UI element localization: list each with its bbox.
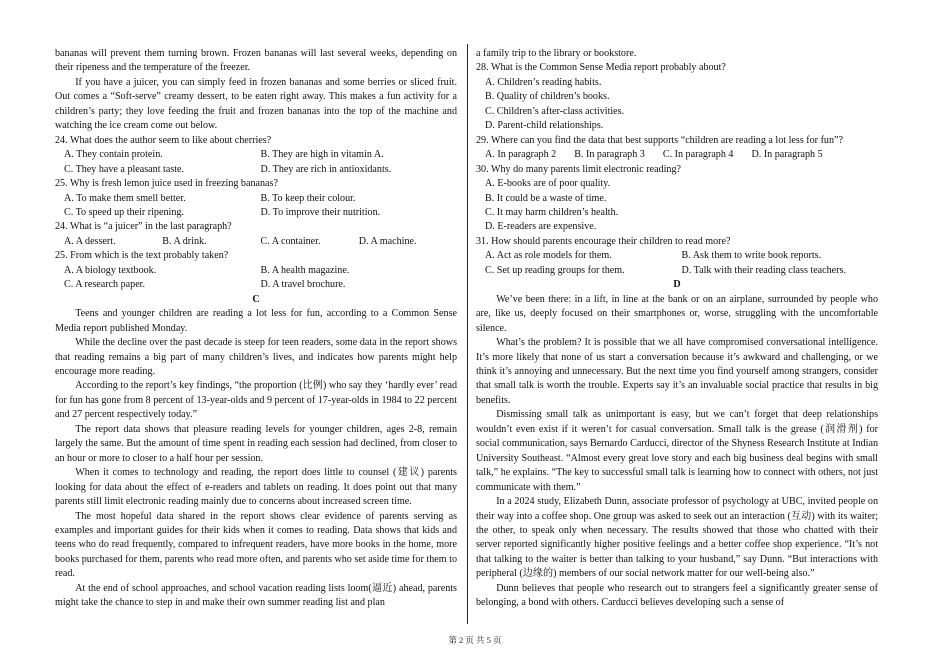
- option: B. A health magazine.: [260, 264, 350, 276]
- option: B. To keep their colour.: [260, 192, 356, 204]
- paragraph: Dismissing small talk as unimportant is easy, but we can’t forget that deep relationships wouldn’t even exist if it weren’t for casual conversation. Small talk is the grease (润滑剂) for social communication, says Bernardo Carducci, director of the Shyness Research Institute at Indian University Southeast. “Almost every great love story and each big business deal begins with small talk,” he explains. “The key to successful small talk is learning how to connect with others, not just communicate with them.”: [476, 409, 878, 493]
- question-stem: 24. What is “a juicer” in the last paragraph?: [55, 221, 232, 233]
- question-stem: 24. What does the author seem to like about cherries?: [55, 134, 272, 146]
- paragraph: When it comes to technology and reading, the report does little to counsel (建议) parents looking for data about the effect of e-readers and tablets on reading. It does point out that many parents still limit electronic reading mainly due to concerns about increased screen time.: [55, 467, 457, 508]
- options: [476, 76, 878, 134]
- question-stem: 25. From which is the text probably taken?: [55, 250, 229, 262]
- paragraph: While the decline over the past decade is steep for teen readers, some data in the report shows that reading remains a big part of many children’s lives, and indicates how parents might help encourage more reading.: [55, 337, 457, 377]
- section-heading: C: [252, 293, 260, 305]
- paragraph: Dunn believes that people who research out to strangers feel a significantly greater sense of belonging, a bond with others. Carducci believes developing such a sense of: [476, 582, 878, 609]
- option: A. A biology textbook.: [64, 264, 157, 276]
- option: D. In paragraph 5: [751, 149, 823, 161]
- option: C. A research paper.: [64, 279, 146, 291]
- option: C. To speed up their ripening.: [64, 206, 184, 218]
- option: B. It could be a waste of time.: [485, 192, 607, 204]
- option: D. They are rich in antioxidants.: [260, 163, 392, 175]
- option: C. Children’s after-class activities.: [485, 105, 625, 117]
- option: A. To make them smell better.: [64, 192, 186, 204]
- option: D. E-readers are expensive.: [485, 221, 597, 233]
- left-column: [55, 47, 457, 627]
- question-stem: 28. What is the Common Sense Media report probably about?: [476, 62, 726, 74]
- option: A. A dessert.: [64, 235, 116, 247]
- option: C. It may harm children’s health.: [485, 206, 619, 218]
- option: C. A container.: [260, 235, 321, 247]
- section-heading: D: [673, 279, 681, 291]
- question-stem: 25. Why is fresh lemon juice used in freezing bananas?: [55, 178, 278, 190]
- option: A. E-books are of poor quality.: [485, 178, 611, 190]
- option: B. They are high in vitamin A.: [260, 149, 384, 161]
- column-divider: [467, 44, 468, 624]
- option: A. Children’s reading habits.: [485, 76, 602, 88]
- paragraph: a family trip to the library or bookstore.: [476, 48, 637, 59]
- question-stem: 29. Where can you find the data that best supports “children are reading a lot less for fun”?: [476, 134, 843, 146]
- options: [55, 235, 457, 249]
- paragraph: bananas will prevent them turning brown. Frozen bananas will last several weeks, depending on their ripeness and the temperature of the freezer.: [55, 48, 457, 74]
- paragraph: According to the report’s key findings, “the proportion (比例) who say they ‘hardly ever’ read for fun has gone from 8 percent of 13-year-olds and 9 percent of 17-year-olds in 1984 to 22 percent and 27 percent respectively today.”: [55, 380, 457, 421]
- paragraph: If you have a juicer, you can simply feed in frozen bananas and some berries or sliced fruit. Out comes a “Soft-serve” creamy dessert, to be eaten right away. This makes a fun activity for a children’s party; they love feeding the fruit and frozen bananas into the top of the machine and watching the ice cream come out below.: [55, 76, 457, 132]
- option: D. A travel brochure.: [260, 279, 346, 291]
- paragraph: The report data shows that pleasure reading levels for younger children, ages 2-8, remain largely the same. But the amount of time spent in reading each session had declined, from closer to an hour or more to closer to a half hour per session.: [55, 423, 457, 464]
- paragraph: What’s the problem? It is possible that we all have compromised conversational intelligence. It’s more likely that none of us start a conversation because it’s awkward and challenging, or we think it’s annoying and unnecessary. But the next time you find yourself among strangers, consider that small talk is worth the trouble. Experts say it’s an invaluable social practice that results in big benefits.: [476, 337, 878, 406]
- option: C. In paragraph 4: [662, 149, 734, 161]
- option: B. In paragraph 3: [574, 149, 645, 161]
- option: C. They have a pleasant taste.: [64, 163, 185, 175]
- option: D. Parent-child relationships.: [485, 120, 604, 132]
- page-footer: 第 2 页 共 5 页: [448, 635, 502, 645]
- option: A. In paragraph 2: [485, 149, 557, 161]
- option: D. A machine.: [358, 235, 417, 247]
- option: A. They contain protein.: [64, 149, 163, 161]
- option: D. Talk with their reading class teachers.: [681, 264, 846, 276]
- options: [476, 177, 878, 235]
- option: A. Act as role models for them.: [485, 250, 612, 262]
- option: B. A drink.: [162, 235, 207, 247]
- option: D. To improve their nutrition.: [260, 206, 381, 218]
- question-stem: 31. How should parents encourage their children to read more?: [476, 235, 731, 247]
- options: [55, 264, 457, 293]
- paragraph: Teens and younger children are reading a lot less for fun, according to a Common Sense Media report published Monday.: [55, 308, 457, 334]
- option: B. Ask them to write book reports.: [681, 250, 822, 262]
- option: C. Set up reading groups for them.: [485, 264, 625, 276]
- paragraph: In a 2024 study, Elizabeth Dunn, associate professor of psychology at UBC, invited people on their way into a coffee shop. One group was asked to seek out an interaction (互动) with its waiter; the other, to speak only when necessary. The results showed that those who chatted with their server reported significantly higher positive feelings and a better coffee shop experience. “It’s not that talking to the waiter is better than talking to your husband,” say Dunn. “But interactions with peripheral (边缘的) members of our social network matter for our well-being also.”: [476, 496, 878, 580]
- paragraph: The most hopeful data shared in the report shows clear evidence of parents serving as examples and important guides for their kids when it comes to reading. Data shows that kids and teens who do read frequently, compared to infrequent readers, have more books in the home, more books purchased for them, parents who read more often, and parents who set aside time for them to read.: [55, 510, 457, 580]
- right-column: [476, 47, 878, 627]
- options: [55, 192, 457, 221]
- paragraph: At the end of school approaches, and school vacation reading lists loom(逼近) ahead, parents might take the chance to step in and make their own summer reading list and plan: [55, 582, 457, 609]
- options: [476, 148, 878, 162]
- options: [476, 249, 878, 278]
- question-stem: 30. Why do many parents limit electronic reading?: [476, 163, 681, 175]
- option: B. Quality of children’s books.: [485, 91, 610, 103]
- options: [55, 148, 457, 177]
- paragraph: We’ve been there: in a lift, in line at the bank or on an airplane, surrounded by people who are, like us, deeply focused on their smartphones or, worse, struggling with the uncomfortable silence.: [476, 293, 878, 334]
